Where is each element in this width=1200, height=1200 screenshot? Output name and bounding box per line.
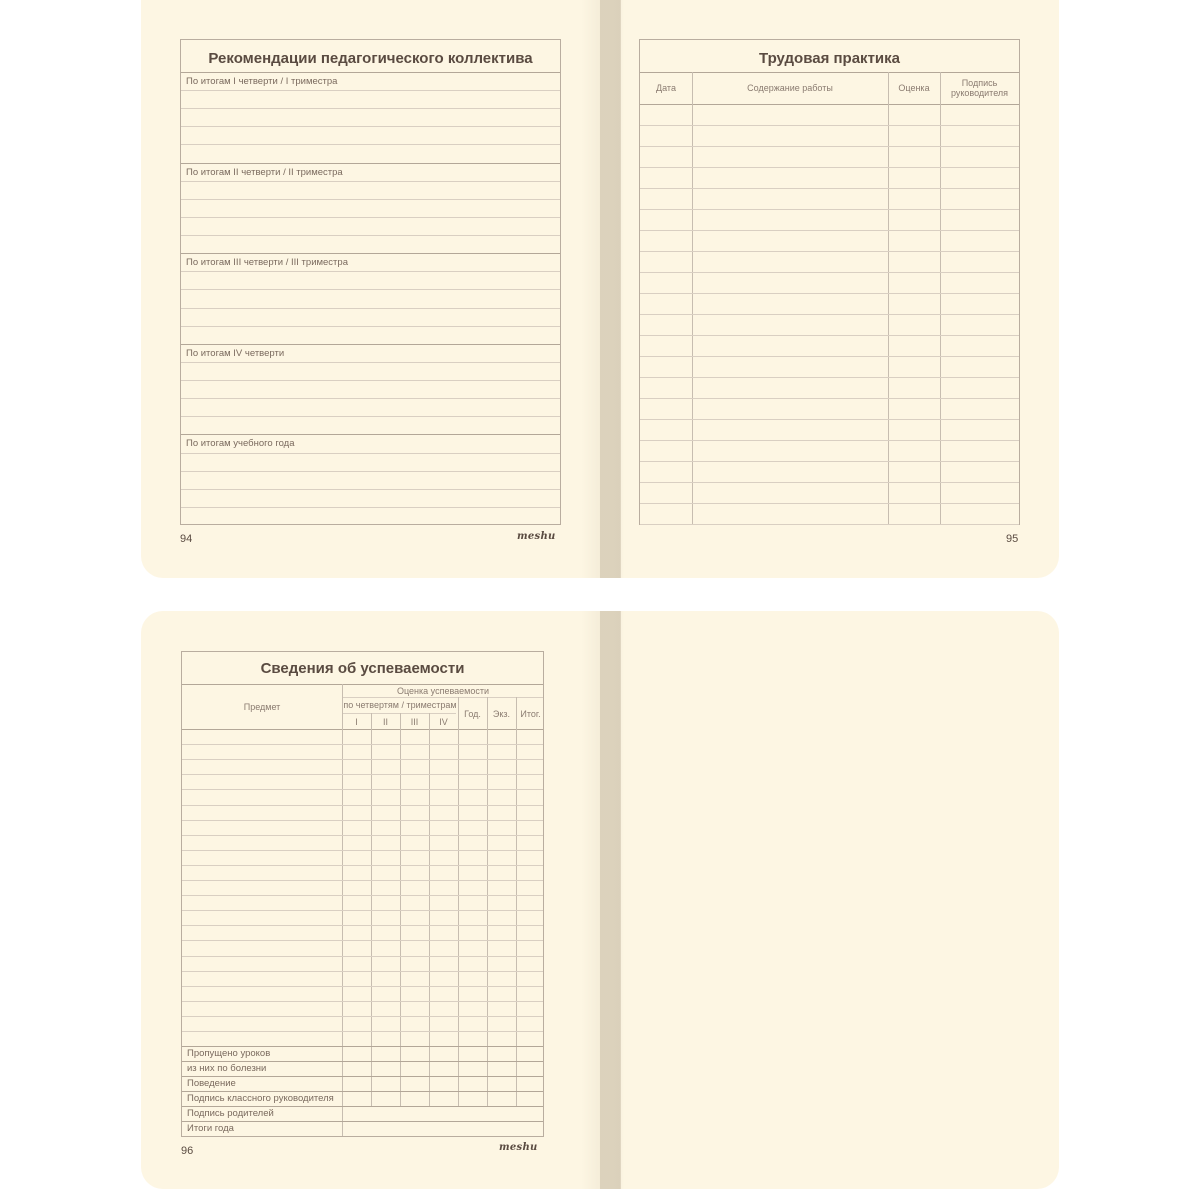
section-divider [181, 253, 560, 254]
column-header: Дата [656, 83, 676, 93]
table-row-line [182, 789, 543, 790]
footer-row-line [182, 1076, 543, 1077]
table-row-line [182, 910, 543, 911]
table-row-line [182, 880, 543, 881]
table-row-line [640, 125, 1019, 126]
table-row-line [182, 744, 543, 745]
table-row-line [182, 1016, 543, 1017]
table-row-line [640, 356, 1019, 357]
section-divider [181, 434, 560, 435]
table-row-line [640, 272, 1019, 273]
table-row-line [182, 774, 543, 775]
table-row-line [640, 461, 1019, 462]
table-row-line [640, 524, 1019, 525]
book-gutter-shadow-right [600, 611, 624, 1189]
table-row-line [182, 1031, 543, 1032]
table-row-line [182, 865, 543, 866]
period-col-header: III [410, 717, 419, 727]
table-row-line [182, 820, 543, 821]
footer-row-label: из них по болезни [187, 1063, 267, 1074]
ruled-line [181, 380, 560, 381]
bottom-spread [141, 611, 1059, 1189]
ruled-line [181, 308, 560, 309]
ruled-line [181, 217, 560, 218]
extra-col-header: Год. [464, 709, 481, 719]
page-title: Трудовая практика [759, 50, 900, 67]
ruled-line [181, 471, 560, 472]
table-row-line [182, 925, 543, 926]
table-row-line [640, 293, 1019, 294]
ruled-line [181, 326, 560, 327]
column-divider [940, 72, 941, 524]
top-spread [141, 0, 1059, 578]
ruled-line [181, 126, 560, 127]
table-row-line [640, 419, 1019, 420]
footer-row-line [182, 1091, 543, 1092]
column-divider [692, 72, 693, 524]
period-header: по четвертям / триместрам [343, 700, 457, 710]
section-label: По итогам IV четверти [186, 347, 285, 359]
table-row-line [640, 440, 1019, 441]
period-col-header: II [382, 717, 388, 727]
page-number: 96 [181, 1145, 194, 1157]
page-number: 94 [180, 533, 193, 545]
title-divider [640, 72, 1019, 73]
ruled-line [181, 416, 560, 417]
period-col-header: I [355, 717, 358, 727]
footer-row-line [182, 1121, 543, 1122]
period-col-header: IV [439, 717, 448, 727]
table-row-line [182, 850, 543, 851]
extra-col-header: Экз. [492, 709, 511, 719]
footer-row-label: Пропущено уроков [187, 1048, 271, 1059]
ruled-line [181, 181, 560, 182]
ruled-line [181, 235, 560, 236]
ruled-line [181, 199, 560, 200]
section-label: По итогам I четверти / I триместра [186, 76, 338, 87]
table-row-line [640, 251, 1019, 252]
table-row-line [640, 230, 1019, 231]
column-divider [888, 72, 889, 524]
title-divider [181, 72, 560, 73]
table-row-line [182, 835, 543, 836]
header-divider [182, 729, 543, 730]
grade-header: Оценка успеваемости [397, 686, 489, 696]
header-divider [640, 104, 1019, 105]
ruled-line [181, 362, 560, 363]
page-title: Рекомендации педагогического коллектива [208, 50, 533, 67]
table-row-line [182, 956, 543, 957]
table-row-line [640, 314, 1019, 315]
brand-logo: meshu [499, 1142, 538, 1153]
page-title: Сведения об успеваемости [260, 660, 465, 677]
column-header: Подпись руководителя [950, 78, 1009, 98]
performance-frame [181, 651, 544, 1137]
table-row-line [182, 971, 543, 972]
ruled-line [181, 453, 560, 454]
table-row-line [640, 167, 1019, 168]
table-row-line [640, 146, 1019, 147]
section-label: По итогам III четверти / III триместра [186, 257, 348, 269]
ruled-line [181, 271, 560, 272]
footer-row-label: Поведение [187, 1078, 236, 1089]
extra-col-header: Итог. [520, 709, 541, 719]
section-divider [181, 344, 560, 345]
table-row-line [640, 398, 1019, 399]
grade-header-line [342, 697, 543, 698]
ruled-line [181, 144, 560, 145]
table-row-line [182, 940, 543, 941]
section-label: По итогам учебного года [186, 438, 295, 450]
table-row-line [182, 895, 543, 896]
section-label: По итогам II четверти / II триместра [186, 166, 343, 178]
period-header-line [342, 713, 456, 714]
ruled-line [181, 90, 560, 91]
table-row-line [640, 503, 1019, 504]
table-row-line [640, 335, 1019, 336]
book-gutter-shadow-right [600, 0, 624, 578]
table-row-line [640, 209, 1019, 210]
section-divider [181, 163, 560, 164]
ruled-line [181, 489, 560, 490]
ruled-line [181, 289, 560, 290]
brand-logo: meshu [517, 531, 556, 542]
footer-row-line [182, 1061, 543, 1062]
table-row-line [182, 1001, 543, 1002]
table-row-line [182, 986, 543, 987]
ruled-line [181, 507, 560, 508]
table-row-line [182, 759, 543, 760]
footer-row-label: Подпись классного руководителя [187, 1093, 334, 1104]
column-header: Оценка [898, 83, 930, 93]
ruled-line [181, 108, 560, 109]
table-row-line [640, 482, 1019, 483]
subject-header: Предмет [243, 702, 281, 712]
table-row-line [640, 377, 1019, 378]
table-row-line [182, 805, 543, 806]
title-divider [182, 684, 543, 685]
recommendations-frame [180, 39, 561, 525]
page-number: 95 [1006, 533, 1019, 545]
footer-row-line [182, 1106, 543, 1107]
ruled-line [181, 398, 560, 399]
footer-row-label: Итоги года [187, 1123, 234, 1134]
work-practice-frame [639, 39, 1020, 525]
footer-row-line [182, 1046, 543, 1047]
column-header: Содержание работы [747, 83, 833, 93]
footer-row-label: Подпись родителей [187, 1108, 274, 1119]
table-row-line [640, 188, 1019, 189]
